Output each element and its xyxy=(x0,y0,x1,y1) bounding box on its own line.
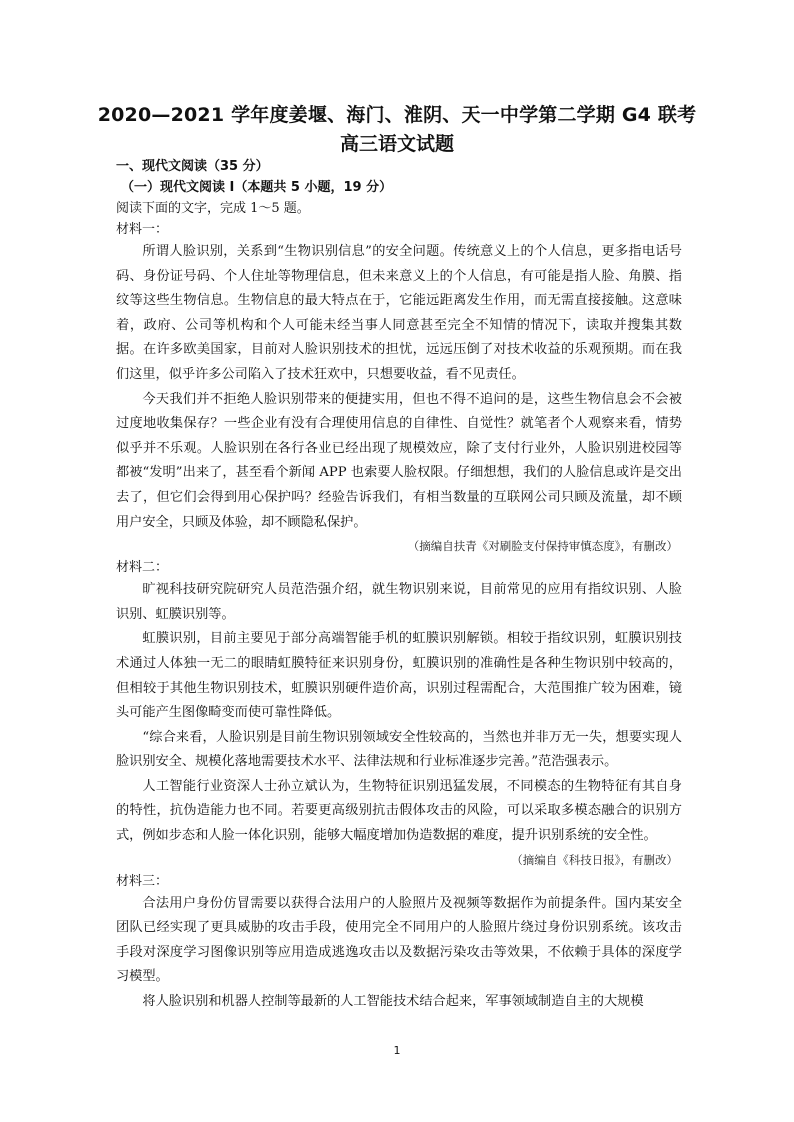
material1-paragraph: 所谓人脸识别，关系到“生物识别信息”的安全问题。传统意义上的个人信息，更多指电话号码、身份证号码、个人住址等物理信息，但未来意义上的个人信息，有可能是指人脸、角膜、指纹等这些生物信息。生物信息的最大特点在于，它能远距离发生作用，而无需直接接触。这意味着，政府、公司等机构和个人可能未经当事人同意甚至完全不知情的情况下，读取并搜集其数据。在许多欧美国家，目前对人脸识别技术的担忧，远远压倒了对技术收益的乐观预期。而在我们这里，似乎许多公司陷入了技术狂欢中，只想要收益，看不见责任。 xyxy=(116,244,682,382)
material3-paragraph: 将人脸识别和机器人控制等最新的人工智能技术结合起来，军事领域制造自主的大规模 xyxy=(142,994,644,1010)
material1-label: 材料一： xyxy=(116,222,169,237)
exam-title-line1: 2020—2021 学年度姜堰、海门、淮阴、天一中学第二学期 G4 联考 xyxy=(97,104,697,126)
material2-paragraph: 虹膜识别，目前主要见于部分高端智能手机的虹膜识别解锁。相较于指纹识别，虹膜识别技术通过人体独一无二的眼睛虹膜特征来识别身份，虹膜识别的准确性是各种生物识别中较高的，但相较于其他生物识别技术，虹膜识别硬件造价高，识别过程需配合，大范围推广较为困难，镜头可能产生图像畸变而使可靠性降低。 xyxy=(116,631,682,721)
material2-paragraph: “综合来看，人脸识别是目前生物识别领域安全性较高的，当然也并非万无一失，想要实现人脸识别安全、规模化落地需要技术水平、法律法规和行业标准逐步完善。”范浩强表示。 xyxy=(116,729,682,770)
exam-title-line2: 高三语文试题 xyxy=(339,133,454,155)
reading-instruction: 阅读下面的文字，完成 1～5 题。 xyxy=(116,201,310,216)
material2-paragraph: 旷视科技研究院研究人员范浩强介绍，就生物识别来说，目前常见的应用有指纹识别、人脸识别、虹膜识别等。 xyxy=(116,582,682,622)
material1-source: （摘编自扶青《对刷脸支付保持审慎态度》，有删改） xyxy=(407,539,678,554)
page-content xyxy=(116,156,682,1015)
material2-label: 材料二： xyxy=(116,560,169,576)
material2-paragraph: 人工智能行业资深人士孙立斌认为，生物特征识别迅猛发展，不同模态的生物特征有其自身的特性，抗伪造能力也不同。若要更高级别抗击假体攻击的风险，可以采取多模态融合的识别方式，例如步态和人脸一体化识别，能够大幅度增加伪造数据的难度，提升识别系统的安全性。 xyxy=(116,778,682,844)
material1-paragraph: 今天我们并不拒绝人脸识别带来的便捷实用，但也不得不追问的是，这些生物信息会不会被过度地收集保存？一些企业有没有合理使用信息的自律性、自觉性？就笔者个人观察来看，情势似乎并不乐观。人脸识别在各行各业已经出现了规模效应，除了支付行业外，人脸识别进校园等都被“发明”出来了，甚至看个新闻 APP 也索要人脸权限。仔细想想，我们的人脸信息或许是交出去了，但它们会得到用心保护吗？经验告诉我们，有相当数量的互联网公司只顾及流量，却不顾用户安全，只顾及体验，却不顾隐私保护。 xyxy=(116,391,682,530)
page-number: 1 xyxy=(393,1044,401,1057)
section-heading: 一、现代文阅读（35 分） xyxy=(116,159,269,174)
material2-source: （摘编自《科技日报》，有删改） xyxy=(511,852,678,867)
material3-paragraph: 合法用户身份仿冒需要以获得合法用户的人脸照片及视频等数据作为前提条件。国内某安全团队已经实现了更具威胁的攻击手段，使用完全不同用户的人脸照片绕过身份识别系统。该攻击手段对深度学习图像识别等应用造成逃逸攻击以及数据污染攻击等效果，不依赖于具体的深度学习模型。 xyxy=(116,895,682,985)
material3-label: 材料三： xyxy=(116,873,169,889)
section-subheading: （一）现代文阅读 I（本题共 5 小题，19 分） xyxy=(121,180,393,195)
